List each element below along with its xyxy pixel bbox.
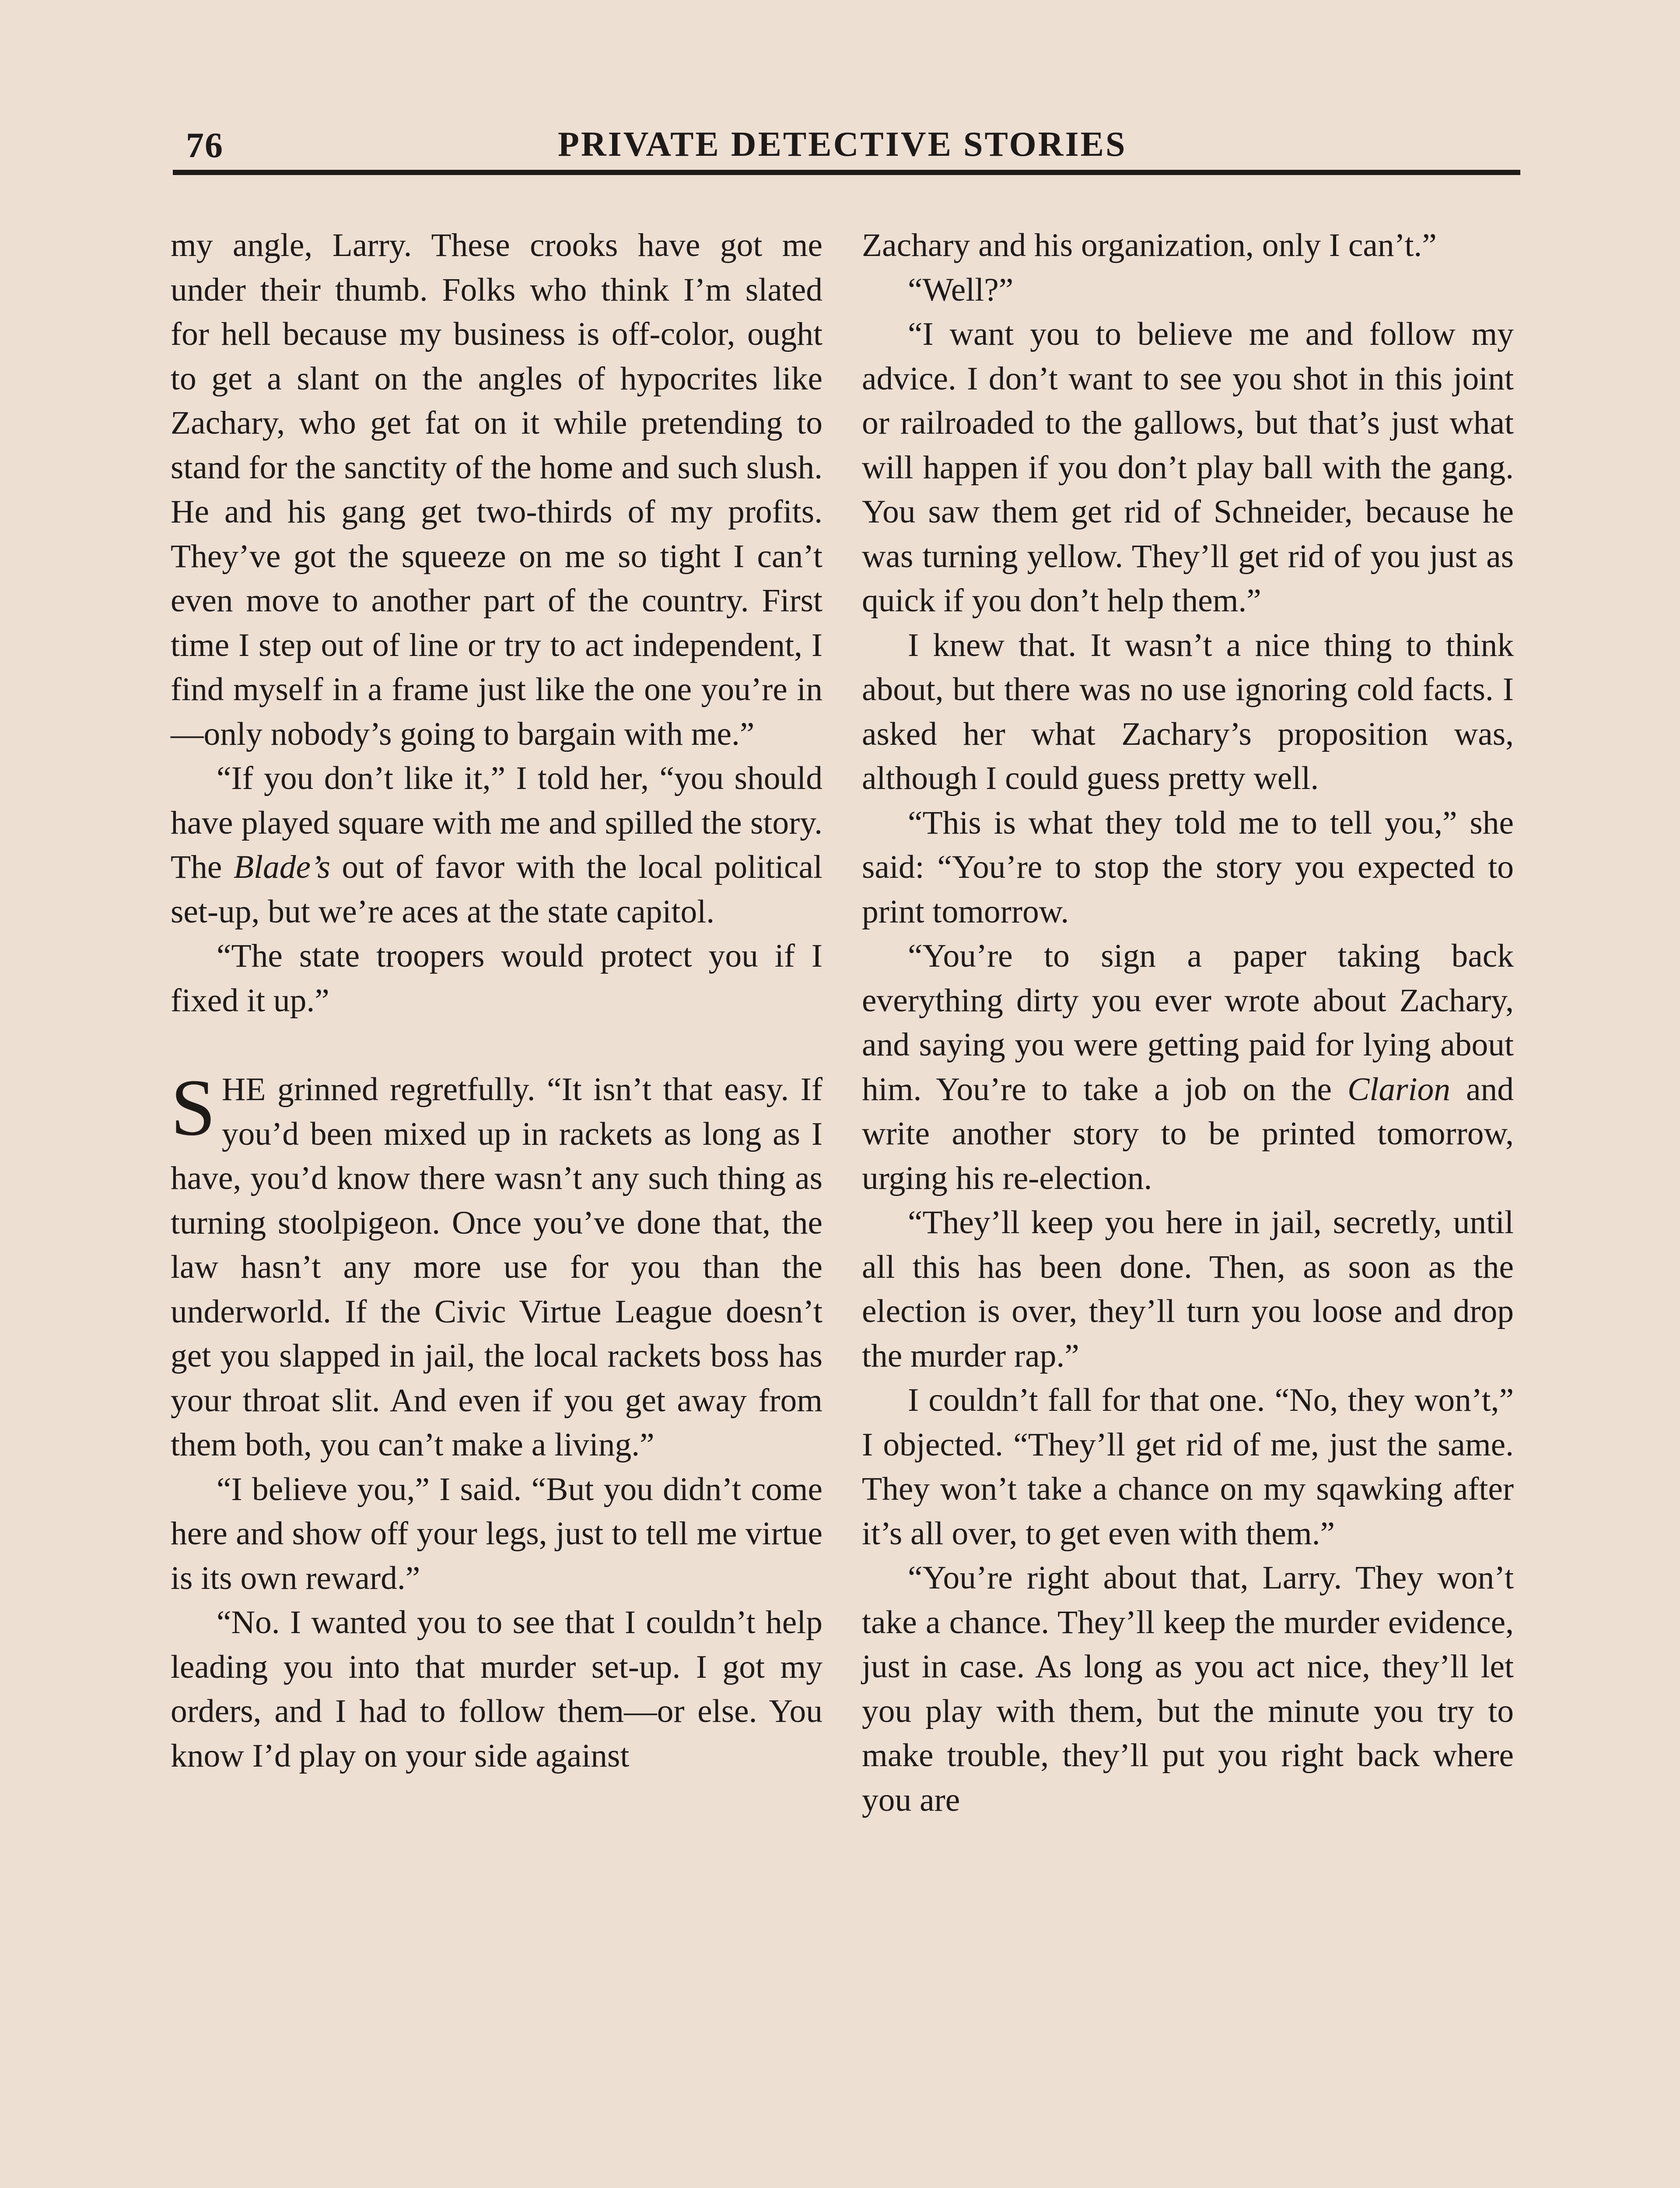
paragraph: Zachary and his organization, only I can’t.” xyxy=(862,227,1437,263)
paragraph: “You’re right about that, Larry. They won’t take a chance. They’ll keep the murder evidence, just in case. As long as you act nice, they’ll let you play with them, but the minute you try to make trouble, they’ll put you right back where you are xyxy=(862,1560,1514,1818)
paragraph: “Well?” xyxy=(908,271,1014,308)
running-title: PRIVATE DETECTIVE STORIES xyxy=(558,125,1127,164)
paragraph: “This is what they told me to tell you,” she said: “You’re to stop the story you expected to print tomorrow. xyxy=(862,804,1514,930)
newspaper-name: Clarion xyxy=(1348,1071,1450,1108)
right-column xyxy=(862,223,1514,1822)
paragraph-text: and write another story to be printed tomorrow, urging his re-election. xyxy=(862,1071,1514,1196)
paragraph: “I believe you,” I said. “But you didn’t come here and show off your legs, just to tell me virtue is its own reward.” xyxy=(171,1471,822,1596)
paragraph xyxy=(171,756,822,934)
page-number: 76 xyxy=(186,125,224,165)
paragraph: I knew that. It wasn’t a nice thing to think about, but there was no use ignoring cold facts. I asked her what Zachary’s proposition was, although I could guess pretty well. xyxy=(862,627,1514,796)
paragraph xyxy=(862,934,1514,1200)
paragraph-text: “You’re to sign a paper taking back everything dirty you ever wrote about Zachary, and saying you were getting paid for lying about him. You’re to take a job on the xyxy=(862,938,1514,1108)
newspaper-name: Blade’s xyxy=(233,849,330,885)
paragraph: my angle, Larry. These crooks have got me under their thumb. Folks who think I’m slated for hell because my business is off-color, ought to get a slant on the angles of hypocrites like Zachary, who get fat on it while pretending to stand for the sanctity of the home and such slush. He and his gang get two-thirds of my profits. They’ve got the squeeze on me so tight I can’t even move to another part of the country. First time I step out of line or try to act independent, I find myself in a frame just like the one you’re in—only nobody’s going to bargain with me.” xyxy=(171,227,822,752)
page-header xyxy=(173,116,1520,173)
paragraph: I couldn’t fall for that one. “No, they won’t,” I objected. “They’ll get rid of me, just the same. They won’t take a chance on my sqawking after it’s all over, to get even with them.” xyxy=(862,1382,1514,1552)
header-rule xyxy=(173,170,1520,175)
paragraph: “They’ll keep you here in jail, secretly, until all this has been done. Then, as soon as the election is over, they’ll turn you loose and drop the murder rap.” xyxy=(862,1204,1514,1374)
paragraph xyxy=(171,1063,822,1467)
left-column xyxy=(171,223,822,1778)
paragraph-text: out of favor with the local political set-up, but we’re aces at the state capitol. xyxy=(171,849,822,930)
paragraph: “No. I wanted you to see that I couldn’t help leading you into that murder set-up. I got my orders, and I had to follow them—or else. You know I’d play on your side against xyxy=(171,1604,822,1774)
paragraph: “The state troopers would protect you if I fixed it up.” xyxy=(171,938,822,1019)
paragraph-text: HE grinned regretfully. “It isn’t that easy. If you’d been mixed up in rackets as long as I have, you’d know there wasn’t any such thing as turning stoolpigeon. Once you’ve done that, the law hasn’t any more use for you than the underworld. If the Civic Virtue League doesn’t get you slapped in jail, the local rackets boss has your throat slit. And even if you get away from them both, you can’t make a living.” xyxy=(171,1071,822,1463)
paragraph: “I want you to believe me and follow my advice. I don’t want to see you shot in this joint or railroaded to the gallows, but that’s just what will happen if you don’t play ball with the gang. You saw them get rid of Schneider, because he was turning yellow. They’ll get rid of you just as quick if you don’t help them.” xyxy=(862,316,1514,619)
drop-cap: S xyxy=(171,1063,216,1153)
paragraph-text: “If you don’t like it,” I told her, “you should have played square with me and spilled the story. The xyxy=(171,760,822,885)
